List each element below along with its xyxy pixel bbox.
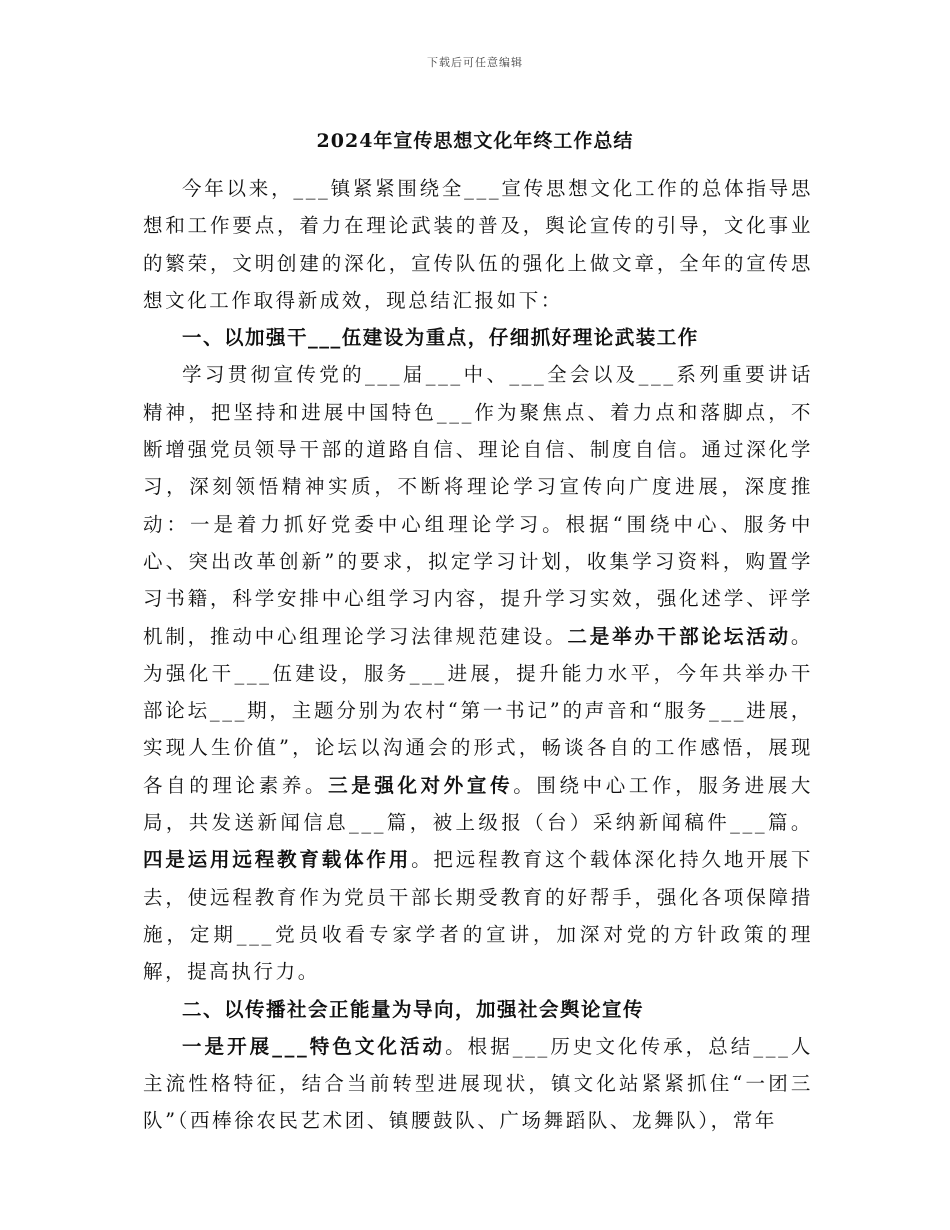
section-1-text-c: 。围绕中心工作，服务进展大局，共发送新闻信息___篇，被上级报（台）采纳新闻稿件___篇。 — [143, 773, 813, 835]
section-1-text-b: 。为强化干___伍建设，服务___进展，提升能力水平，今年共举办干部论坛___期，主题分别为农村“第一书记”的声音和“服务___进展，实现人生价值”，论坛以沟通会的形式，畅谈各自的工作感悟，展现各自的理论素养。 — [143, 624, 813, 797]
intro-paragraph: 今年以来，___镇紧紧围绕全___宣传思想文化工作的总体指导思想和工作要点，着力在理论武装的普及，舆论宣传的引导，文化事业的繁荣，文明创建的深化，宣传队伍的强化上做文章，全年的宣传思想文化工作取得新成效，现总结汇报如下： — [143, 177, 813, 312]
section-heading-1: 一、以加强干___伍建设为重点，仔细抓好理论武装工作 — [182, 326, 699, 350]
header-note: 下载后可任意编辑 — [427, 56, 523, 69]
section-1-text-a: 学习贯彻宣传党的___届___中、___全会以及___系列重要讲话精神，把坚持和进展中国特色___作为聚焦点、着力点和落脚点，不断增强党员领导干部的道路自信、理论自信、制度自信。通过深化学习，深刻领悟精神实质，不断将理论学习宣传向广度进展，深度推动：一是着力抓好党委中心组理论学习。根据“围绕中心、服务中心、突出改革创新”的要求，拟定学习计划，收集学习资料，购置学习书籍，科学安排中心组学习内容，提升学习实效，强化述学、评学机制，推动中心组理论学习法律规范建设。 — [143, 363, 813, 648]
section-2-paragraph — [143, 1028, 813, 1140]
section-1-point-2: 二是举办干部论坛活动 — [567, 624, 791, 648]
section-2-point-1: 一是开展___特色文化活动 — [182, 1034, 446, 1058]
section-1-text-d: 。把远程教育这个载体深化持久地开展下去，使远程教育作为党员干部长期受教育的好帮手，强化各项保障措施，定期___党员收看专家学者的宣讲，加深对党的方针政策的理解，提高执行力。 — [143, 848, 813, 984]
document-body — [143, 170, 813, 1140]
section-1-paragraph — [143, 356, 813, 990]
document-title: 2024年宣传思想文化年终工作总结 — [316, 130, 634, 152]
section-1-point-3: 三是强化对外宣传 — [328, 773, 514, 797]
section-1-point-4: 四是运用远程教育载体作用 — [143, 848, 412, 872]
section-heading-2: 二、以传播社会正能量为导向，加强社会舆论宣传 — [182, 997, 645, 1021]
section-2-text-a: 。根据___历史文化传承，总结___人主流性格特征，结合当前转型进展现状，镇文化站紧紧抓住“一团三队”（西棒徐农民艺术团、镇腰鼓队、广场舞蹈队、龙舞队），常年 — [143, 1034, 813, 1133]
